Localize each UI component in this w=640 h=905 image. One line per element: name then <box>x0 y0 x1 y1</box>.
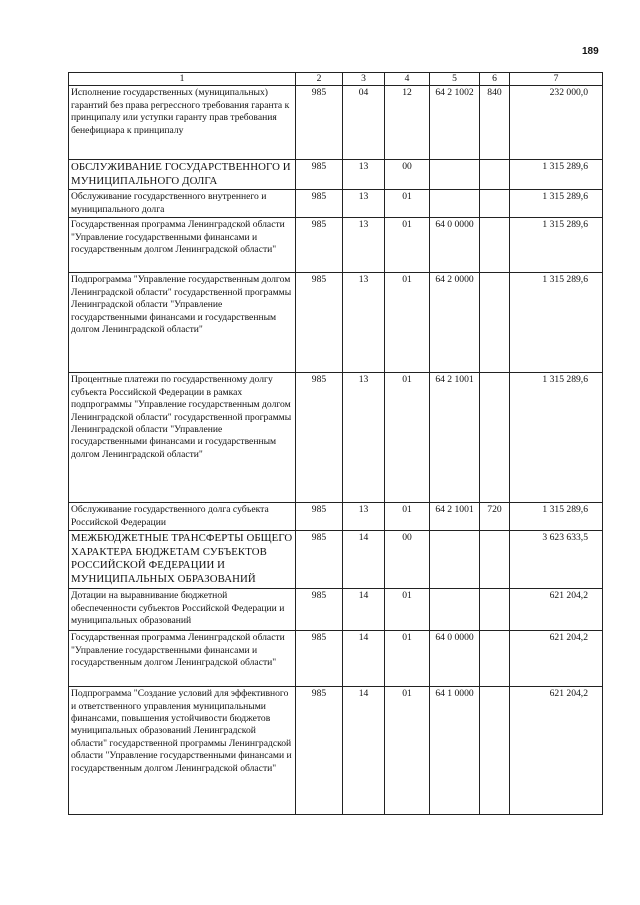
cell-ministry: 985 <box>296 631 343 687</box>
cell-target: 64 2 0000 <box>430 273 480 373</box>
table-row <box>69 503 603 531</box>
page-number: 189 <box>582 46 599 57</box>
cell-target: 64 2 1002 <box>430 86 480 160</box>
cell-ministry: 985 <box>296 531 343 589</box>
row-name: Обслуживание государственного долга субъекта Российской Федерации <box>69 503 296 531</box>
cell-section: 13 <box>343 373 385 503</box>
cell-target: 64 1 0000 <box>430 687 480 815</box>
cell-type <box>480 531 510 589</box>
table-row <box>69 86 603 160</box>
cell-target <box>430 531 480 589</box>
row-name: Исполнение государственных (муниципальных) гарантий без права регрессного требования гаранта к принципалу или уступки гаранту прав требования бенефициара к принципалу <box>69 86 296 160</box>
cell-type: 720 <box>480 503 510 531</box>
cell-ministry: 985 <box>296 218 343 273</box>
column-header-2: 2 <box>296 73 343 86</box>
table-row <box>69 190 603 218</box>
cell-subsection: 01 <box>385 273 430 373</box>
row-name: Обслуживание государственного внутреннего и муниципального долга <box>69 190 296 218</box>
cell-type <box>480 190 510 218</box>
cell-ministry: 985 <box>296 160 343 190</box>
cell-type <box>480 373 510 503</box>
table-row <box>69 531 603 589</box>
table-row <box>69 687 603 815</box>
cell-section: 13 <box>343 190 385 218</box>
cell-amount: 1 315 289,6 <box>510 503 603 531</box>
cell-subsection: 01 <box>385 589 430 631</box>
table-row <box>69 160 603 190</box>
cell-subsection: 01 <box>385 687 430 815</box>
cell-type <box>480 631 510 687</box>
column-header-1: 1 <box>69 73 296 86</box>
cell-ministry: 985 <box>296 86 343 160</box>
cell-ministry: 985 <box>296 373 343 503</box>
cell-section: 14 <box>343 531 385 589</box>
cell-section: 04 <box>343 86 385 160</box>
cell-subsection: 01 <box>385 218 430 273</box>
table-row <box>69 631 603 687</box>
cell-amount: 1 315 289,6 <box>510 160 603 190</box>
budget-table <box>68 72 603 815</box>
cell-section: 13 <box>343 503 385 531</box>
table-header-row <box>69 73 603 86</box>
row-name: Дотации на выравнивание бюджетной обеспеченности субъектов Российской Федерации и муниципальных образований <box>69 589 296 631</box>
cell-ministry: 985 <box>296 687 343 815</box>
cell-target <box>430 190 480 218</box>
cell-target: 64 2 1001 <box>430 373 480 503</box>
cell-type <box>480 687 510 815</box>
cell-type <box>480 160 510 190</box>
cell-type <box>480 273 510 373</box>
row-name: ОБСЛУЖИВАНИЕ ГОСУДАРСТВЕННОГО И МУНИЦИПАЛЬНОГО ДОЛГА <box>69 160 296 190</box>
column-header-5: 5 <box>430 73 480 86</box>
row-name: Процентные платежи по государственному долгу субъекта Российской Федерации в рамках подпрограммы "Управление государственным долгом Ленинградской области" государственной программы Ленинградской области "Управление государственными финансами и государственным долгом Ленинградской области" <box>69 373 296 503</box>
cell-ministry: 985 <box>296 190 343 218</box>
cell-target: 64 2 1001 <box>430 503 480 531</box>
cell-subsection: 00 <box>385 531 430 589</box>
cell-ministry: 985 <box>296 273 343 373</box>
cell-subsection: 01 <box>385 631 430 687</box>
table-row <box>69 589 603 631</box>
table-row <box>69 218 603 273</box>
cell-type <box>480 218 510 273</box>
row-name: Подпрограмма "Создание условий для эффективного и ответственного управления муниципальными финансами, повышения устойчивости бюджетов муниципальных образований Ленинградской области" государственной программы Ленинградской области "Управление государственными финансами и государственным долгом Ленинградской области" <box>69 687 296 815</box>
cell-section: 13 <box>343 273 385 373</box>
cell-type: 840 <box>480 86 510 160</box>
cell-amount: 1 315 289,6 <box>510 190 603 218</box>
cell-subsection: 01 <box>385 190 430 218</box>
table-row <box>69 373 603 503</box>
row-name: Государственная программа Ленинградской области "Управление государственными финансами и государственным долгом Ленинградской области" <box>69 631 296 687</box>
column-header-6: 6 <box>480 73 510 86</box>
cell-target: 64 0 0000 <box>430 218 480 273</box>
row-name: МЕЖБЮДЖЕТНЫЕ ТРАНСФЕРТЫ ОБЩЕГО ХАРАКТЕРА БЮДЖЕТАМ СУБЪЕКТОВ РОССИЙСКОЙ ФЕДЕРАЦИИ И МУНИЦИПАЛЬНЫХ ОБРАЗОВАНИЙ <box>69 531 296 589</box>
cell-subsection: 01 <box>385 503 430 531</box>
cell-subsection: 01 <box>385 373 430 503</box>
cell-section: 14 <box>343 589 385 631</box>
cell-amount: 232 000,0 <box>510 86 603 160</box>
cell-amount: 621 204,2 <box>510 589 603 631</box>
row-name: Подпрограмма "Управление государственным долгом Ленинградской области" государственной программы Ленинградской области "Управление государственными финансами и государственным долгом Ленинградской области" <box>69 273 296 373</box>
column-header-3: 3 <box>343 73 385 86</box>
cell-amount: 1 315 289,6 <box>510 373 603 503</box>
cell-amount: 621 204,2 <box>510 687 603 815</box>
cell-target <box>430 589 480 631</box>
cell-target: 64 0 0000 <box>430 631 480 687</box>
cell-amount: 1 315 289,6 <box>510 273 603 373</box>
table-row <box>69 273 603 373</box>
cell-type <box>480 589 510 631</box>
cell-amount: 621 204,2 <box>510 631 603 687</box>
cell-target <box>430 160 480 190</box>
cell-subsection: 00 <box>385 160 430 190</box>
column-header-4: 4 <box>385 73 430 86</box>
cell-section: 13 <box>343 218 385 273</box>
cell-amount: 3 623 633,5 <box>510 531 603 589</box>
cell-amount: 1 315 289,6 <box>510 218 603 273</box>
cell-ministry: 985 <box>296 589 343 631</box>
cell-section: 13 <box>343 160 385 190</box>
row-name: Государственная программа Ленинградской области "Управление государственными финансами и государственным долгом Ленинградской области" <box>69 218 296 273</box>
cell-section: 14 <box>343 687 385 815</box>
cell-section: 14 <box>343 631 385 687</box>
column-header-7: 7 <box>510 73 603 86</box>
cell-ministry: 985 <box>296 503 343 531</box>
cell-subsection: 12 <box>385 86 430 160</box>
